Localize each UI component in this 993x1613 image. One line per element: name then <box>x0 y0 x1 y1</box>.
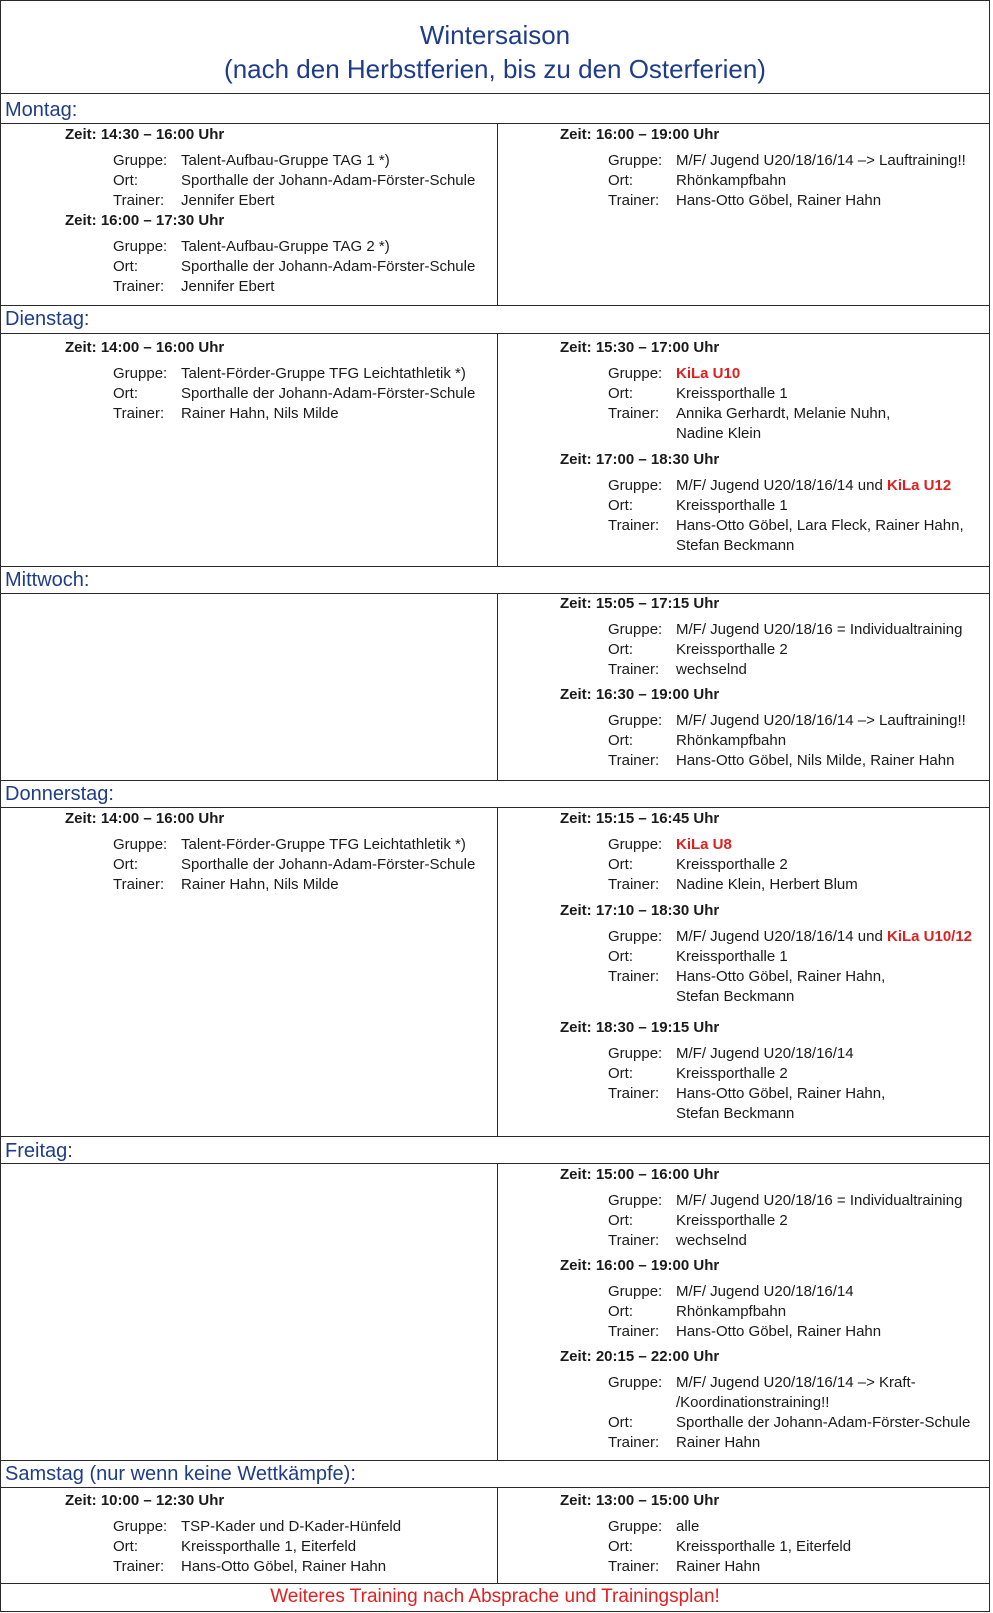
gruppe-value <box>676 1191 962 1211</box>
group-text: M/F/ Jugend U20/18/16 = Individualtraining <box>676 1192 963 1209</box>
trainer-row <box>608 1433 970 1453</box>
gruppe-value <box>676 1044 854 1064</box>
gruppe-row <box>608 927 972 947</box>
trainer-row <box>608 1557 851 1577</box>
gruppe-label: Gruppe: <box>608 152 663 169</box>
zeit-label: Zeit: 10:00 – 12:30 Uhr <box>65 1492 225 1509</box>
group-highlight: KiLa U10/12 <box>886 928 973 945</box>
gruppe-row <box>608 364 890 384</box>
gruppe-value <box>181 237 390 257</box>
trainer-row <box>608 1084 885 1124</box>
gruppe-row <box>608 1282 881 1302</box>
gruppe-value <box>676 1373 916 1413</box>
column-divider <box>497 593 498 780</box>
gruppe-label: Gruppe: <box>608 712 663 729</box>
trainer-value: wechselnd <box>676 1232 747 1249</box>
gruppe-value <box>181 1517 401 1537</box>
trainer-row <box>113 277 475 297</box>
trainer-label: Trainer: <box>608 405 660 422</box>
group-text: Talent-Aufbau-Gruppe TAG 1 *) <box>181 152 390 169</box>
ort-row <box>608 384 890 404</box>
zeit-label: Zeit: 14:30 – 16:00 Uhr <box>65 126 225 143</box>
trainer-row <box>608 404 890 444</box>
day-heading-dienstag: Dienstag: <box>5 308 90 330</box>
ort-label: Ort: <box>608 856 633 873</box>
group-text: M/F/ Jugend U20/18/16/14 und <box>676 928 887 945</box>
trainer-label: Trainer: <box>608 1323 660 1340</box>
zeit-label: Zeit: 16:00 – 19:00 Uhr <box>560 1257 720 1274</box>
trainer-value: Jennifer Ebert <box>181 278 275 295</box>
gruppe-row <box>113 237 475 257</box>
ort-label: Ort: <box>113 172 138 189</box>
entry-details <box>608 1044 885 1124</box>
entry-donnerstag-left-1 <box>65 809 475 895</box>
trainer-label: Trainer: <box>113 876 165 893</box>
gruppe-label: Gruppe: <box>608 621 663 638</box>
ort-value: Kreissporthalle 2 <box>676 1212 788 1229</box>
gruppe-label: Gruppe: <box>113 238 168 255</box>
trainer-value: Hans-Otto Göbel, Rainer Hahn, Stefan Beckmann <box>676 968 886 1005</box>
gruppe-row <box>608 151 966 171</box>
divider <box>1 1583 989 1584</box>
ort-label: Ort: <box>608 732 633 749</box>
group-highlight: KiLa U10 <box>676 365 741 382</box>
ort-row <box>608 947 972 967</box>
trainer-row <box>608 1322 881 1342</box>
trainer-label: Trainer: <box>113 278 165 295</box>
ort-value: Rhönkampfbahn <box>676 732 787 749</box>
entry-details <box>113 835 475 895</box>
ort-label: Ort: <box>608 1538 633 1555</box>
zeit-label: Zeit: 14:00 – 16:00 Uhr <box>65 810 225 827</box>
group-text: M/F/ Jugend U20/18/16/14 <box>676 1045 854 1062</box>
entry-details <box>608 151 966 211</box>
zeit-label: Zeit: 15:15 – 16:45 Uhr <box>560 810 720 827</box>
group-text: M/F/ Jugend U20/18/16/14 –> Lauftraining!! <box>676 152 966 169</box>
entry-mittwoch-right-1 <box>560 594 962 680</box>
trainer-label: Trainer: <box>608 192 660 209</box>
ort-value: Kreissporthalle 1, Eiterfeld <box>181 1538 357 1555</box>
trainer-value: Rainer Hahn, Nils Milde <box>181 876 339 893</box>
ort-row <box>608 731 966 751</box>
trainer-label: Trainer: <box>113 405 165 422</box>
entry-samstag-left-1 <box>65 1491 401 1577</box>
gruppe-label: Gruppe: <box>113 1518 168 1535</box>
gruppe-row <box>113 364 475 384</box>
ort-row <box>113 171 475 191</box>
trainer-row <box>608 751 966 771</box>
ort-value: Sporthalle der Johann-Adam-Förster-Schule <box>181 258 476 275</box>
group-text: Talent-Förder-Gruppe TFG Leichtathletik *) <box>181 365 466 382</box>
entry-details <box>113 151 475 211</box>
ort-row <box>608 1413 970 1433</box>
gruppe-value <box>676 364 740 384</box>
ort-label: Ort: <box>608 1414 633 1431</box>
ort-label: Ort: <box>113 258 138 275</box>
zeit-label: Zeit: 13:00 – 15:00 Uhr <box>560 1492 720 1509</box>
ort-row <box>113 1537 401 1557</box>
group-text: M/F/ Jugend U20/18/16/14 –> Kraft- /Koordinationstraining!! <box>676 1374 916 1411</box>
trainer-value: Rainer Hahn <box>676 1558 761 1575</box>
ort-label: Ort: <box>608 1065 633 1082</box>
group-text: alle <box>676 1518 700 1535</box>
gruppe-row <box>608 1517 851 1537</box>
ort-row <box>608 171 966 191</box>
entry-details <box>608 711 966 771</box>
zeit-label: Zeit: 16:30 – 19:00 Uhr <box>560 686 720 703</box>
ort-label: Ort: <box>608 385 633 402</box>
ort-value: Sporthalle der Johann-Adam-Förster-Schule <box>181 385 476 402</box>
entry-freitag-right-3 <box>560 1347 970 1453</box>
trainer-value: Hans-Otto Göbel, Lara Fleck, Rainer Hahn, Stefan Beckmann <box>676 517 964 554</box>
ort-value: Rhönkampfbahn <box>676 172 787 189</box>
entry-donnerstag-right-1 <box>560 809 858 895</box>
title-line-1: Wintersaison <box>419 20 571 50</box>
column-divider <box>497 123 498 305</box>
trainer-value: Hans-Otto Göbel, Rainer Hahn <box>676 1323 882 1340</box>
divider <box>1 1487 989 1488</box>
ort-value: Kreissporthalle 1, Eiterfeld <box>676 1538 852 1555</box>
trainer-value: Annika Gerhardt, Melanie Nuhn, Nadine Klein <box>676 405 891 442</box>
entry-freitag-right-2 <box>560 1256 881 1342</box>
ort-value: Rhönkampfbahn <box>676 1303 787 1320</box>
trainer-value: Hans-Otto Göbel, Rainer Hahn, Stefan Beckmann <box>676 1085 886 1122</box>
zeit-label: Zeit: 15:30 – 17:00 Uhr <box>560 339 720 356</box>
trainer-label: Trainer: <box>113 1558 165 1575</box>
trainer-label: Trainer: <box>608 1085 660 1102</box>
trainer-row <box>608 516 964 556</box>
trainer-label: Trainer: <box>608 876 660 893</box>
day-heading-freitag: Freitag: <box>5 1140 73 1162</box>
gruppe-value <box>181 364 466 384</box>
ort-value: Kreissporthalle 2 <box>676 641 788 658</box>
column-divider <box>497 1163 498 1460</box>
divider <box>1 566 989 567</box>
group-text: Talent-Förder-Gruppe TFG Leichtathletik *) <box>181 836 466 853</box>
trainer-value: wechselnd <box>676 661 747 678</box>
group-text: Talent-Aufbau-Gruppe TAG 2 *) <box>181 238 390 255</box>
group-text: M/F/ Jugend U20/18/16/14 <box>676 1283 854 1300</box>
trainer-label: Trainer: <box>608 968 660 985</box>
ort-value: Sporthalle der Johann-Adam-Förster-Schule <box>181 856 476 873</box>
ort-row <box>608 1537 851 1557</box>
day-heading-montag: Montag: <box>5 99 78 121</box>
gruppe-label: Gruppe: <box>608 1518 663 1535</box>
ort-value: Kreissporthalle 2 <box>676 856 788 873</box>
entry-samstag-right-1 <box>560 1491 851 1577</box>
gruppe-row <box>608 1373 970 1413</box>
gruppe-value <box>181 151 390 171</box>
entry-details <box>113 364 475 424</box>
title-line-2: (nach den Herbstferien, bis zu den Osterferien) <box>224 54 766 84</box>
ort-label: Ort: <box>608 948 633 965</box>
ort-value: Sporthalle der Johann-Adam-Förster-Schule <box>676 1414 971 1431</box>
trainer-value: Rainer Hahn <box>676 1434 761 1451</box>
trainer-row <box>608 875 858 895</box>
zeit-label: Zeit: 15:05 – 17:15 Uhr <box>560 595 720 612</box>
ort-row <box>608 1302 881 1322</box>
gruppe-row <box>608 620 962 640</box>
ort-label: Ort: <box>608 1303 633 1320</box>
group-text: TSP-Kader und D-Kader-Hünfeld <box>181 1518 402 1535</box>
entry-details <box>608 927 972 1007</box>
divider <box>1 1136 989 1137</box>
ort-value: Kreissporthalle 1 <box>676 497 788 514</box>
ort-value: Sporthalle der Johann-Adam-Förster-Schule <box>181 172 476 189</box>
trainer-value: Hans-Otto Göbel, Rainer Hahn <box>181 1558 387 1575</box>
gruppe-value <box>676 927 972 947</box>
gruppe-value <box>181 835 466 855</box>
entry-details <box>608 476 964 556</box>
gruppe-label: Gruppe: <box>113 836 168 853</box>
ort-row <box>608 640 962 660</box>
zeit-label: Zeit: 20:15 – 22:00 Uhr <box>560 1348 720 1365</box>
gruppe-value <box>676 1517 699 1537</box>
ort-label: Ort: <box>608 497 633 514</box>
gruppe-label: Gruppe: <box>608 1283 663 1300</box>
gruppe-value <box>676 476 951 496</box>
ort-label: Ort: <box>113 1538 138 1555</box>
divider <box>1 780 989 781</box>
trainer-value: Rainer Hahn, Nils Milde <box>181 405 339 422</box>
entry-details <box>608 835 858 895</box>
zeit-label: Zeit: 16:00 – 19:00 Uhr <box>560 126 720 143</box>
entry-montag-right-1 <box>560 125 966 211</box>
ort-label: Ort: <box>608 1212 633 1229</box>
group-highlight: KiLa U12 <box>886 477 952 494</box>
zeit-label: Zeit: 16:00 – 17:30 Uhr <box>65 212 225 229</box>
trainer-value: Hans-Otto Göbel, Nils Milde, Rainer Hahn <box>676 752 955 769</box>
day-heading-mittwoch: Mittwoch: <box>5 569 90 591</box>
ort-label: Ort: <box>608 172 633 189</box>
divider <box>1 807 989 808</box>
entry-montag-left-2 <box>65 211 475 297</box>
gruppe-label: Gruppe: <box>608 477 663 494</box>
entry-details <box>113 237 475 297</box>
footer-note: Weiteres Training nach Absprache und Trainingsplan! <box>270 1586 720 1607</box>
entry-dienstag-right-2 <box>560 450 964 556</box>
entry-dienstag-right-1 <box>560 338 890 444</box>
entry-mittwoch-right-2 <box>560 685 966 771</box>
trainer-row <box>113 1557 401 1577</box>
entry-dienstag-left-1 <box>65 338 475 424</box>
gruppe-label: Gruppe: <box>113 152 168 169</box>
divider <box>1 333 989 334</box>
trainer-label: Trainer: <box>608 1558 660 1575</box>
divider <box>1 123 989 124</box>
divider <box>1 93 989 94</box>
column-divider <box>497 333 498 566</box>
ort-label: Ort: <box>113 385 138 402</box>
gruppe-row <box>113 151 475 171</box>
zeit-label: Zeit: 14:00 – 16:00 Uhr <box>65 339 225 356</box>
ort-label: Ort: <box>113 856 138 873</box>
entry-details <box>608 1517 851 1577</box>
gruppe-row <box>608 476 964 496</box>
column-divider <box>497 1487 498 1583</box>
ort-row <box>608 1211 962 1231</box>
trainer-row <box>113 875 475 895</box>
trainer-row <box>608 1231 962 1251</box>
divider <box>1 1163 989 1164</box>
gruppe-row <box>113 835 475 855</box>
ort-row <box>608 855 858 875</box>
trainer-row <box>113 191 475 211</box>
gruppe-value <box>676 1282 854 1302</box>
group-text: M/F/ Jugend U20/18/16 = Individualtraining <box>676 621 963 638</box>
group-highlight: KiLa U8 <box>676 836 732 853</box>
day-heading-samstag: Samstag (nur wenn keine Wettkämpfe): <box>5 1463 356 1485</box>
trainer-label: Trainer: <box>608 752 660 769</box>
entry-details <box>608 364 890 444</box>
gruppe-label: Gruppe: <box>608 1045 663 1062</box>
gruppe-value <box>676 620 962 640</box>
gruppe-value <box>676 151 966 171</box>
column-divider <box>497 807 498 1136</box>
divider <box>1 305 989 306</box>
gruppe-row <box>608 835 858 855</box>
zeit-label: Zeit: 17:10 – 18:30 Uhr <box>560 902 720 919</box>
ort-row <box>113 257 475 277</box>
zeit-label: Zeit: 15:00 – 16:00 Uhr <box>560 1166 720 1183</box>
trainer-row <box>608 660 962 680</box>
gruppe-row <box>608 711 966 731</box>
ort-row <box>608 496 964 516</box>
group-text: M/F/ Jugend U20/18/16/14 –> Lauftraining!! <box>676 712 966 729</box>
trainer-row <box>608 967 972 1007</box>
trainer-label: Trainer: <box>608 661 660 678</box>
gruppe-label: Gruppe: <box>608 1374 663 1391</box>
trainer-label: Trainer: <box>113 192 165 209</box>
trainer-label: Trainer: <box>608 1434 660 1451</box>
ort-value: Kreissporthalle 1 <box>676 948 788 965</box>
ort-label: Ort: <box>608 641 633 658</box>
entry-donnerstag-right-2 <box>560 901 972 1007</box>
gruppe-label: Gruppe: <box>113 365 168 382</box>
entry-details <box>113 1517 401 1577</box>
gruppe-label: Gruppe: <box>608 836 663 853</box>
gruppe-label: Gruppe: <box>608 1192 663 1209</box>
ort-row <box>113 384 475 404</box>
entry-freitag-right-1 <box>560 1165 962 1251</box>
gruppe-value <box>676 835 732 855</box>
ort-value: Kreissporthalle 1 <box>676 385 788 402</box>
gruppe-row <box>113 1517 401 1537</box>
ort-row <box>113 855 475 875</box>
trainer-label: Trainer: <box>608 1232 660 1249</box>
ort-row <box>608 1064 885 1084</box>
gruppe-value <box>676 711 966 731</box>
gruppe-label: Gruppe: <box>608 365 663 382</box>
gruppe-row <box>608 1191 962 1211</box>
zeit-label: Zeit: 17:00 – 18:30 Uhr <box>560 451 720 468</box>
gruppe-label: Gruppe: <box>608 928 663 945</box>
trainer-value: Hans-Otto Göbel, Rainer Hahn <box>676 192 882 209</box>
entry-details <box>608 1191 962 1251</box>
trainer-row <box>113 404 475 424</box>
trainer-row <box>608 191 966 211</box>
trainer-value: Jennifer Ebert <box>181 192 275 209</box>
zeit-label: Zeit: 18:30 – 19:15 Uhr <box>560 1019 720 1036</box>
day-heading-donnerstag: Donnerstag: <box>5 783 114 805</box>
entry-details <box>608 1282 881 1342</box>
trainer-label: Trainer: <box>608 517 660 534</box>
entry-details <box>608 620 962 680</box>
ort-value: Kreissporthalle 2 <box>676 1065 788 1082</box>
entry-montag-left-1 <box>65 125 475 211</box>
entry-details <box>608 1373 970 1453</box>
divider <box>1 1460 989 1461</box>
trainer-value: Nadine Klein, Herbert Blum <box>676 876 858 893</box>
gruppe-row <box>608 1044 885 1064</box>
entry-donnerstag-right-3 <box>560 1018 885 1124</box>
group-text: M/F/ Jugend U20/18/16/14 und <box>676 477 887 494</box>
